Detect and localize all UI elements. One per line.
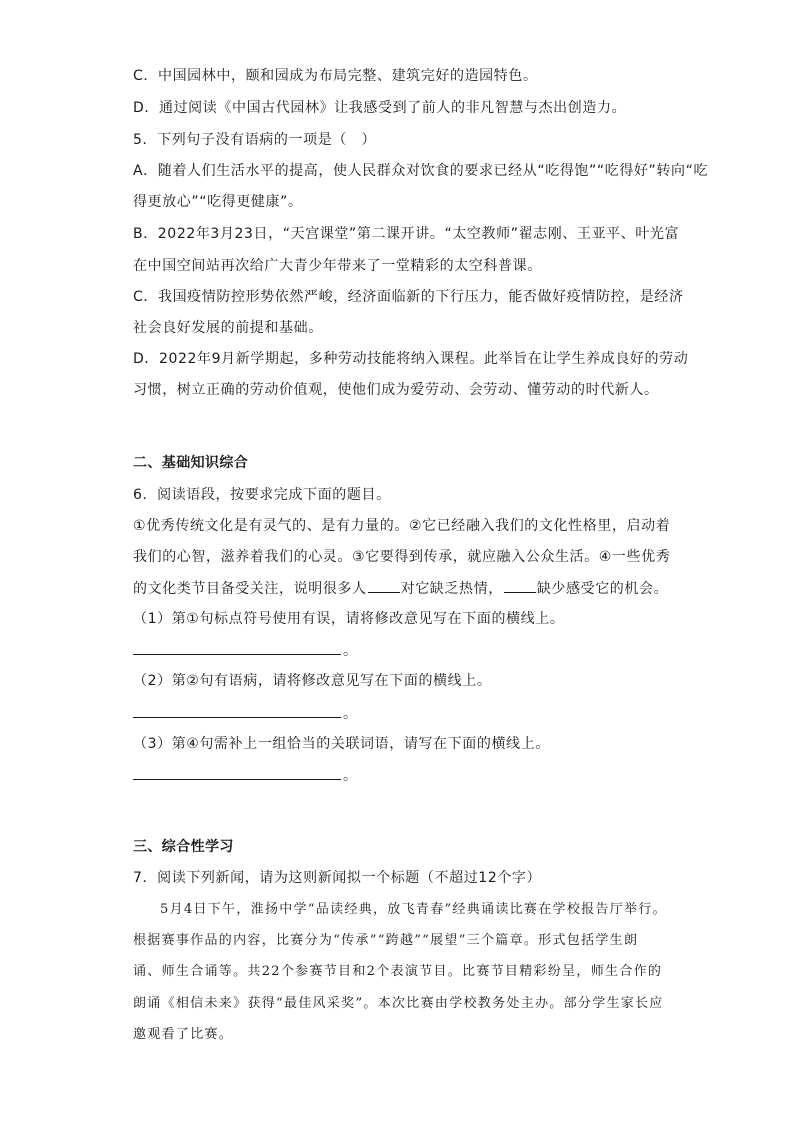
- news-line2: 根据赛事作品的内容，比赛分为“传承”“跨越”“展望”三个篇章。形式包括学生朗: [133, 933, 639, 948]
- q5-option-a-line1: A．随着人们生活水平的提高，使人民群众对饮食的要求已经从“吃得饱”“吃得好”转向“吃: [133, 163, 709, 179]
- answer-blank-3[interactable]: [133, 765, 341, 780]
- q5-option-c-line2: 社会良好发展的前提和基础。: [133, 320, 323, 336]
- q6-answer-line-2: [133, 703, 358, 724]
- news-line4: 朗诵《相信未来》获得“最佳风采奖”。本次比赛由学校教务处主办。部分学生家长应: [133, 996, 664, 1011]
- q5-stem: 5．下列句子没有语病的一项是（ ）: [133, 132, 377, 148]
- q6-sub3: （3）第④句需补上一组恰当的关联词语，请写在下面的横线上。: [133, 736, 550, 752]
- q4-option-c: C．中国园林中，颐和园成为布局完整、建筑完好的造园特色。: [133, 68, 538, 84]
- q6-answer-line-3: [133, 765, 358, 786]
- q6-passage-line2: 我们的心智，滋养着我们的心灵。③它要得到传承，就应融入公众生活。④一些优秀: [133, 549, 671, 565]
- q5-option-b-line1: B．2022年3月23日，“天宫课堂”第二课开讲。“太空教师”翟志刚、王亚平、叶光富: [133, 226, 680, 242]
- news-line1: 5月4日下午，淮扬中学“品读经典，放飞青春”经典诵读比赛在学校报告厅举行。: [160, 902, 667, 917]
- q6-passage-line3: [133, 578, 668, 599]
- q6-sub2: （2）第②句有语病，请将修改意见写在下面的横线上。: [133, 673, 492, 689]
- q5-option-b-line2: 在中国空间站再次给广大青少年带来了一堂精彩的太空科普课。: [133, 258, 542, 274]
- q6-sub1: （1）第①句标点符号使用有误，请将修改意见写在下面的横线上。: [133, 611, 565, 627]
- blank-connective-2[interactable]: [504, 578, 536, 593]
- answer-blank-2[interactable]: [133, 703, 341, 718]
- news-line3: 诵、师生合诵等。共22个参赛节目和2个表演节目。比赛节目精彩纷呈，师生合作的: [133, 964, 663, 979]
- q5-option-c-line1: C．我国疫情防控形势依然严峻，经济面临新的下行压力，能否做好疫情防控，是经济: [133, 289, 684, 305]
- section3-heading: 三、综合性学习: [133, 839, 234, 855]
- section2-heading: 二、基础知识综合: [133, 455, 249, 471]
- answer-period-2: 。: [343, 706, 358, 722]
- q5-option-d-line2: 习惯，树立正确的劳动价值观，使他们成为爱劳动、会劳动、懂劳动的时代新人。: [133, 382, 659, 398]
- q5-option-a-line2: 得更放心”“吃得更健康”。: [133, 194, 303, 210]
- passage-text-b: 对它缺乏热情，: [400, 581, 503, 597]
- answer-period-1: 。: [343, 643, 358, 659]
- answer-period-3: 。: [343, 768, 358, 784]
- q6-passage-line1: ①优秀传统文化是有灵气的、是有力量的。②它已经融入我们的文化性格里，启动着: [133, 518, 671, 534]
- q5-option-d-line1: D．2022年9月新学期起，多种劳动技能将纳入课程。此举旨在让学生养成良好的劳动: [133, 351, 689, 367]
- news-line5: 邀观看了比赛。: [133, 1027, 234, 1042]
- q6-stem: 6．阅读语段，按要求完成下面的题目。: [133, 487, 391, 503]
- answer-blank-1[interactable]: [133, 640, 341, 655]
- passage-text-a: 的文化类节目备受关注，说明很多人: [133, 581, 367, 597]
- q7-stem: 7．阅读下列新闻，请为这则新闻拟一个标题（不超过12个字）: [133, 870, 542, 886]
- passage-text-c: 缺少感受它的机会。: [536, 581, 669, 597]
- q6-answer-line-1: [133, 640, 358, 661]
- blank-connective-1[interactable]: [368, 578, 400, 593]
- q4-option-d: D．通过阅读《中国古代园林》让我感受到了前人的非凡智慧与杰出创造力。: [133, 100, 627, 116]
